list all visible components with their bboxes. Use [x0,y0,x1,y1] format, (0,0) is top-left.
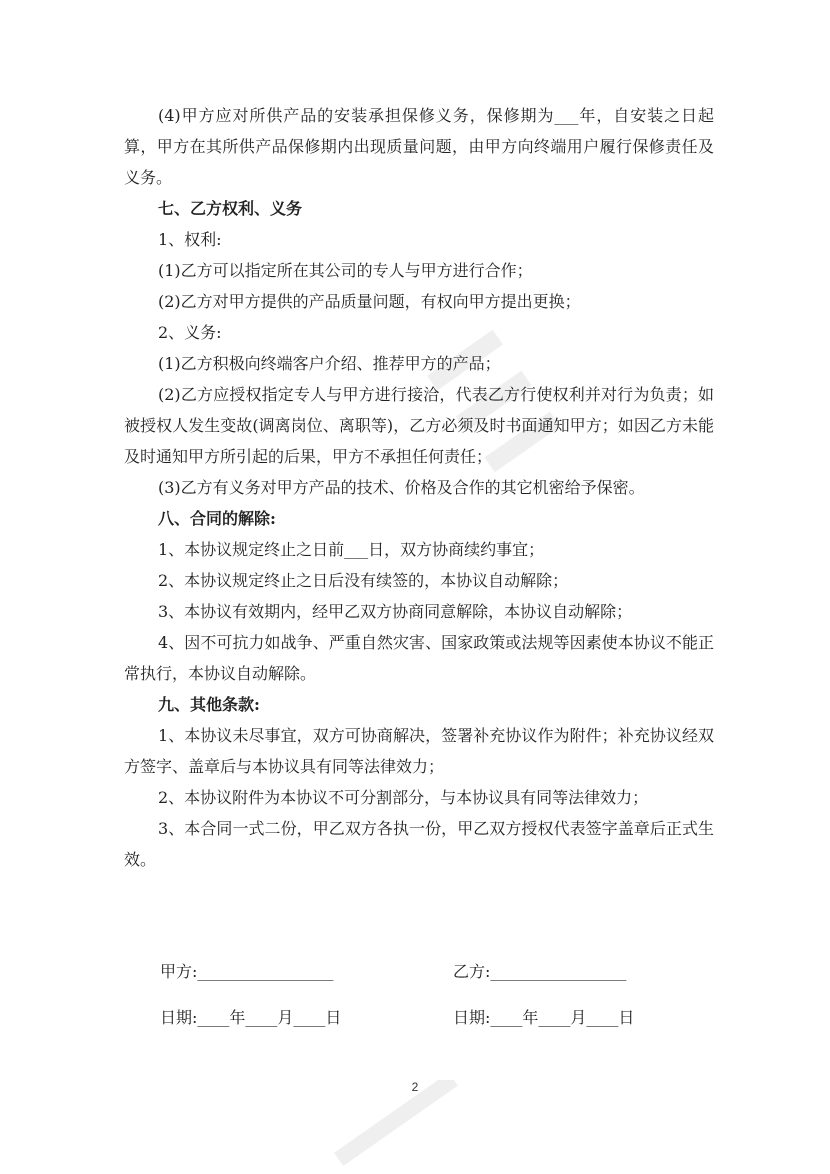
paragraph-warranty: (4)甲方应对所供产品的安装承担保修义务，保修期为___年，自安装之日起算，甲方在其所供产品保修期内出现质量问题，由甲方向终端用户履行保修责任及义务。 [124,106,714,187]
paragraph-other-2: 2、本协议附件为本协议不可分割部分，与本协议具有同等法律效力； [158,788,649,807]
section-heading-termination: 八、合同的解除: [158,509,276,528]
paragraph-right-1: (1)乙方可以指定所在其公司的专人与甲方进行合作； [158,261,533,280]
signature-date-a: 日期:____年____月____日 [160,1008,342,1027]
section-heading-party-b-rights: 七、乙方权利、义务 [158,199,303,218]
paragraph-other-1: 1、本协议未尽事宜，双方可协商解决，签署补充协议作为附件；补充协议经双方签字、盖章后与本协议具有同等法律效力； [124,726,714,776]
paragraph-termination-2: 2、本协议规定终止之日后没有续签的，本协议自动解除； [158,571,569,590]
paragraph-termination-3: 3、本协议有效期内，经甲乙双方协商同意解除，本协议自动解除； [158,602,633,621]
paragraph-obligation-2: (2)乙方应授权指定专人与甲方进行接洽，代表乙方行使权利并对行为负责；如被授权人发生变故(调离岗位、离职等)，乙方必须及时书面通知甲方；如因乙方未能及时通知甲方所引起的后果，甲方不承担任何责任； [124,385,714,466]
paragraph-right-2: (2)乙方对甲方提供的产品质量问题，有权向甲方提出更换； [158,292,581,311]
section-heading-other-terms: 九、其他条款: [158,695,260,714]
signature-date-b: 日期:____年____月____日 [453,1008,635,1027]
paragraph-obligation-1: (1)乙方积极向终端客户介绍、推荐甲方的产品； [158,354,501,373]
paragraph-other-3: 3、本合同一式二份，甲乙双方各执一份，甲乙双方授权代表签字盖章后正式生效。 [124,819,714,869]
paragraph-obligation-3: (3)乙方有义务对甲方产品的技术、价格及合作的其它机密给予保密。 [158,478,645,497]
paragraph-termination-4: 4、因不可抗力如战争、严重自然灾害、国家政策或法规等因素使本协议不能正常执行，本协议自动解除。 [124,633,714,683]
page-number: 2 [411,1080,419,1094]
paragraph-termination-1: 1、本协议规定终止之日前___日，双方协商续约事宜； [158,540,545,559]
paragraph-rights-title: 1、权利: [158,230,222,249]
document-body [124,100,714,875]
signature-party-a: 甲方:_________________ [160,962,334,981]
signature-party-b: 乙方:_________________ [453,962,627,981]
paragraph-obligations-title: 2、义务: [158,323,222,342]
